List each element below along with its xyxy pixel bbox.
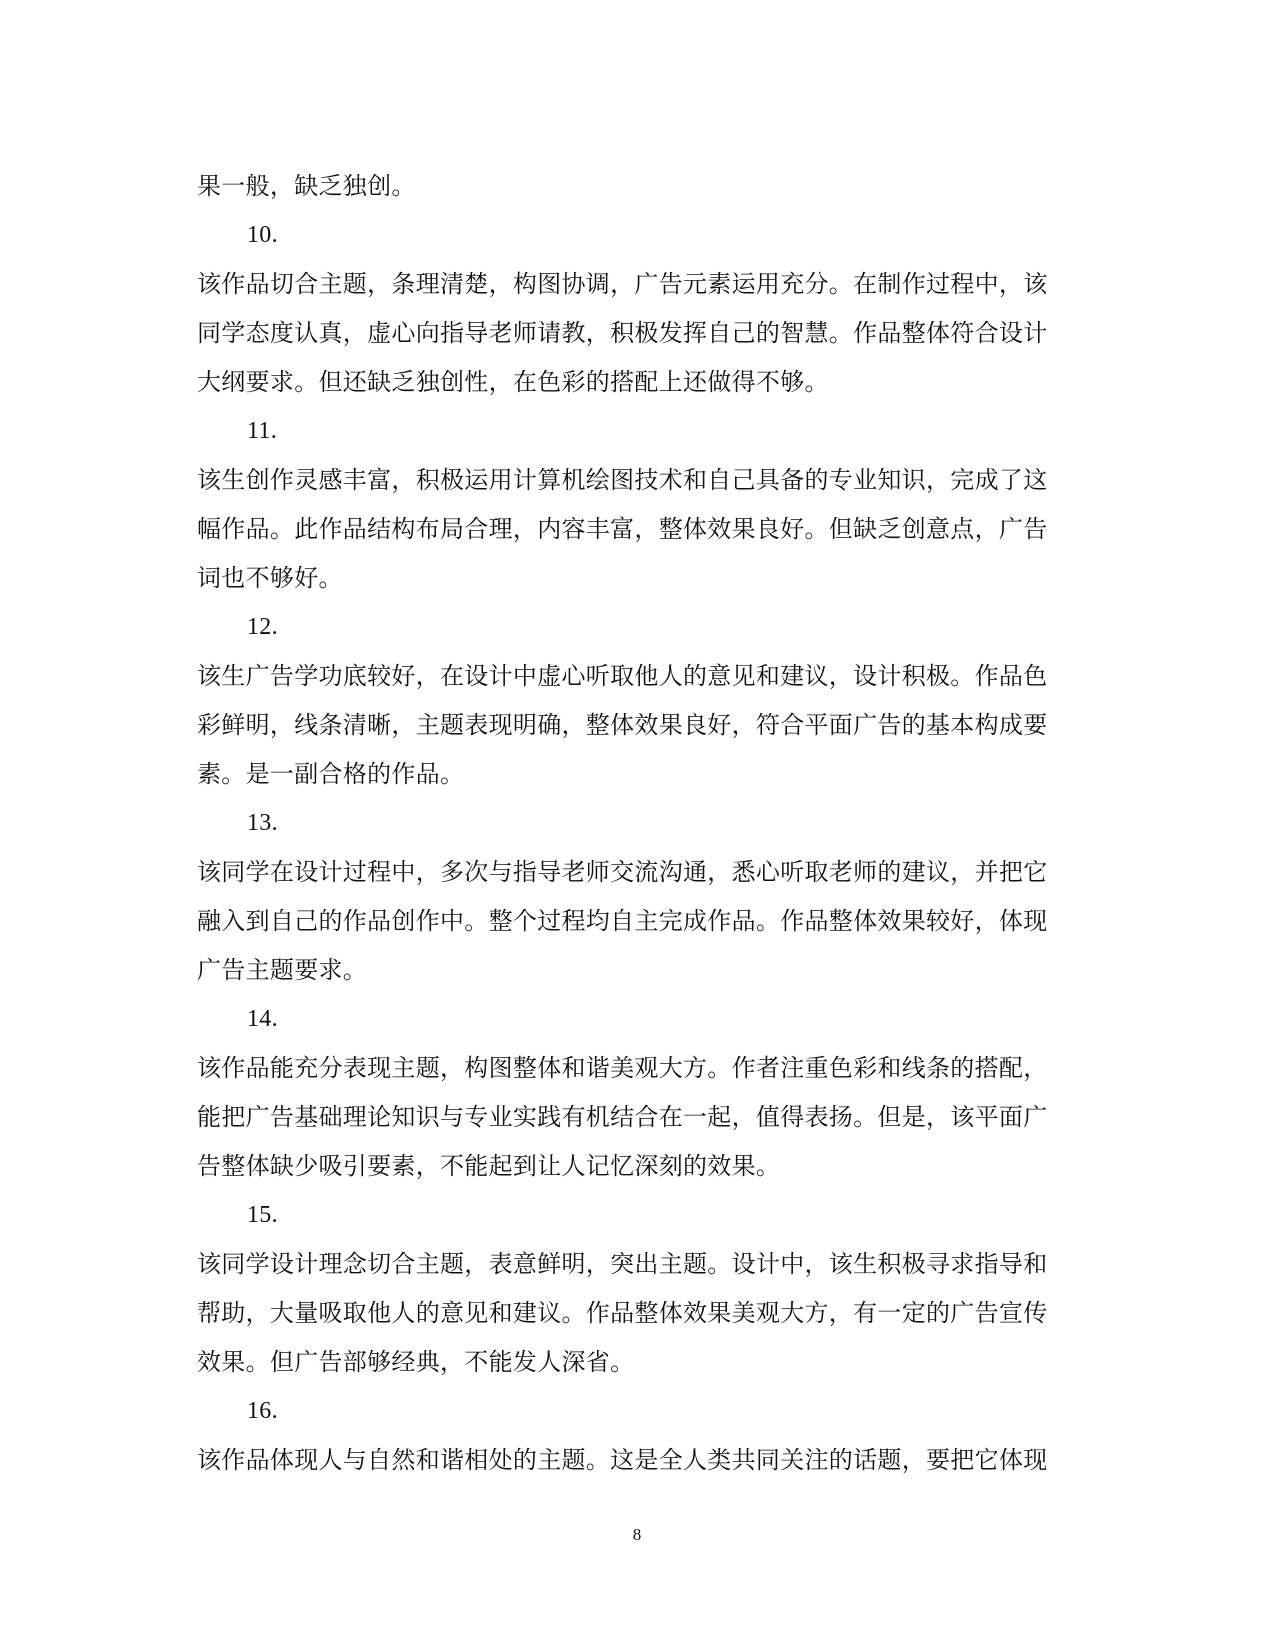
body-text-line: 告整体缺少吸引要素，不能起到让人记忆深刻的效果。	[197, 1152, 781, 1180]
body-text-line: 同学态度认真，虚心向指导老师请教，积极发挥自己的智慧。作品整体符合设计	[197, 319, 1048, 347]
item-number: 14.	[247, 1006, 278, 1032]
body-text-line: 词也不够好。	[197, 564, 343, 592]
body-text-line: 幅作品。此作品结构布局合理，内容丰富，整体效果良好。但缺乏创意点，广告	[197, 515, 1048, 543]
item-number: 11.	[247, 418, 278, 444]
item-number: 15.	[247, 1202, 278, 1228]
body-text-line: 融入到自己的作品创作中。整个过程均自主完成作品。作品整体效果较好，体现	[197, 907, 1048, 935]
body-text-line: 效果。但广告部够经典，不能发人深省。	[197, 1348, 635, 1376]
body-text-line: 帮助，大量吸取他人的意见和建议。作品整体效果美观大方，有一定的广告宣传	[197, 1299, 1048, 1327]
body-text-line: 该作品能充分表现主题，构图整体和谐美观大方。作者注重色彩和线条的搭配，	[197, 1054, 1048, 1082]
body-text-line: 该作品切合主题，条理清楚，构图协调，广告元素运用充分。在制作过程中，该	[197, 270, 1048, 298]
body-text-line: 大纲要求。但还缺乏独创性，在色彩的搭配上还做得不够。	[197, 368, 829, 396]
body-text-line: 该作品体现人与自然和谐相处的主题。这是全人类共同关注的话题，要把它体现	[197, 1446, 1048, 1474]
body-text-line: 该同学在设计过程中，多次与指导老师交流沟通，悉心听取老师的建议，并把它	[197, 858, 1048, 886]
body-text-line: 广告主题要求。	[197, 956, 368, 984]
body-text-line: 能把广告基础理论知识与专业实践有机结合在一起，值得表扬。但是，该平面广	[197, 1103, 1048, 1131]
body-text-line: 素。是一副合格的作品。	[197, 760, 465, 788]
item-number: 10.	[247, 222, 278, 248]
body-text-line: 该同学设计理念切合主题，表意鲜明，突出主题。设计中，该生积极寻求指导和	[197, 1250, 1048, 1278]
body-text-line: 果一般，缺乏独创。	[197, 172, 416, 200]
body-text-line: 该生创作灵感丰富，积极运用计算机绘图技术和自己具备的专业知识，完成了这	[197, 466, 1048, 494]
item-number: 13.	[247, 810, 278, 836]
document-body	[197, 162, 1077, 1485]
body-text-line: 该生广告学功底较好，在设计中虚心听取他人的意见和建议，设计积极。作品色	[197, 662, 1048, 690]
body-text-line: 彩鲜明，线条清晰，主题表现明确，整体效果良好，符合平面广告的基本构成要	[197, 711, 1048, 739]
page-number: 8	[632, 1525, 642, 1544]
item-number: 16.	[247, 1398, 278, 1424]
item-number: 12.	[247, 614, 278, 640]
